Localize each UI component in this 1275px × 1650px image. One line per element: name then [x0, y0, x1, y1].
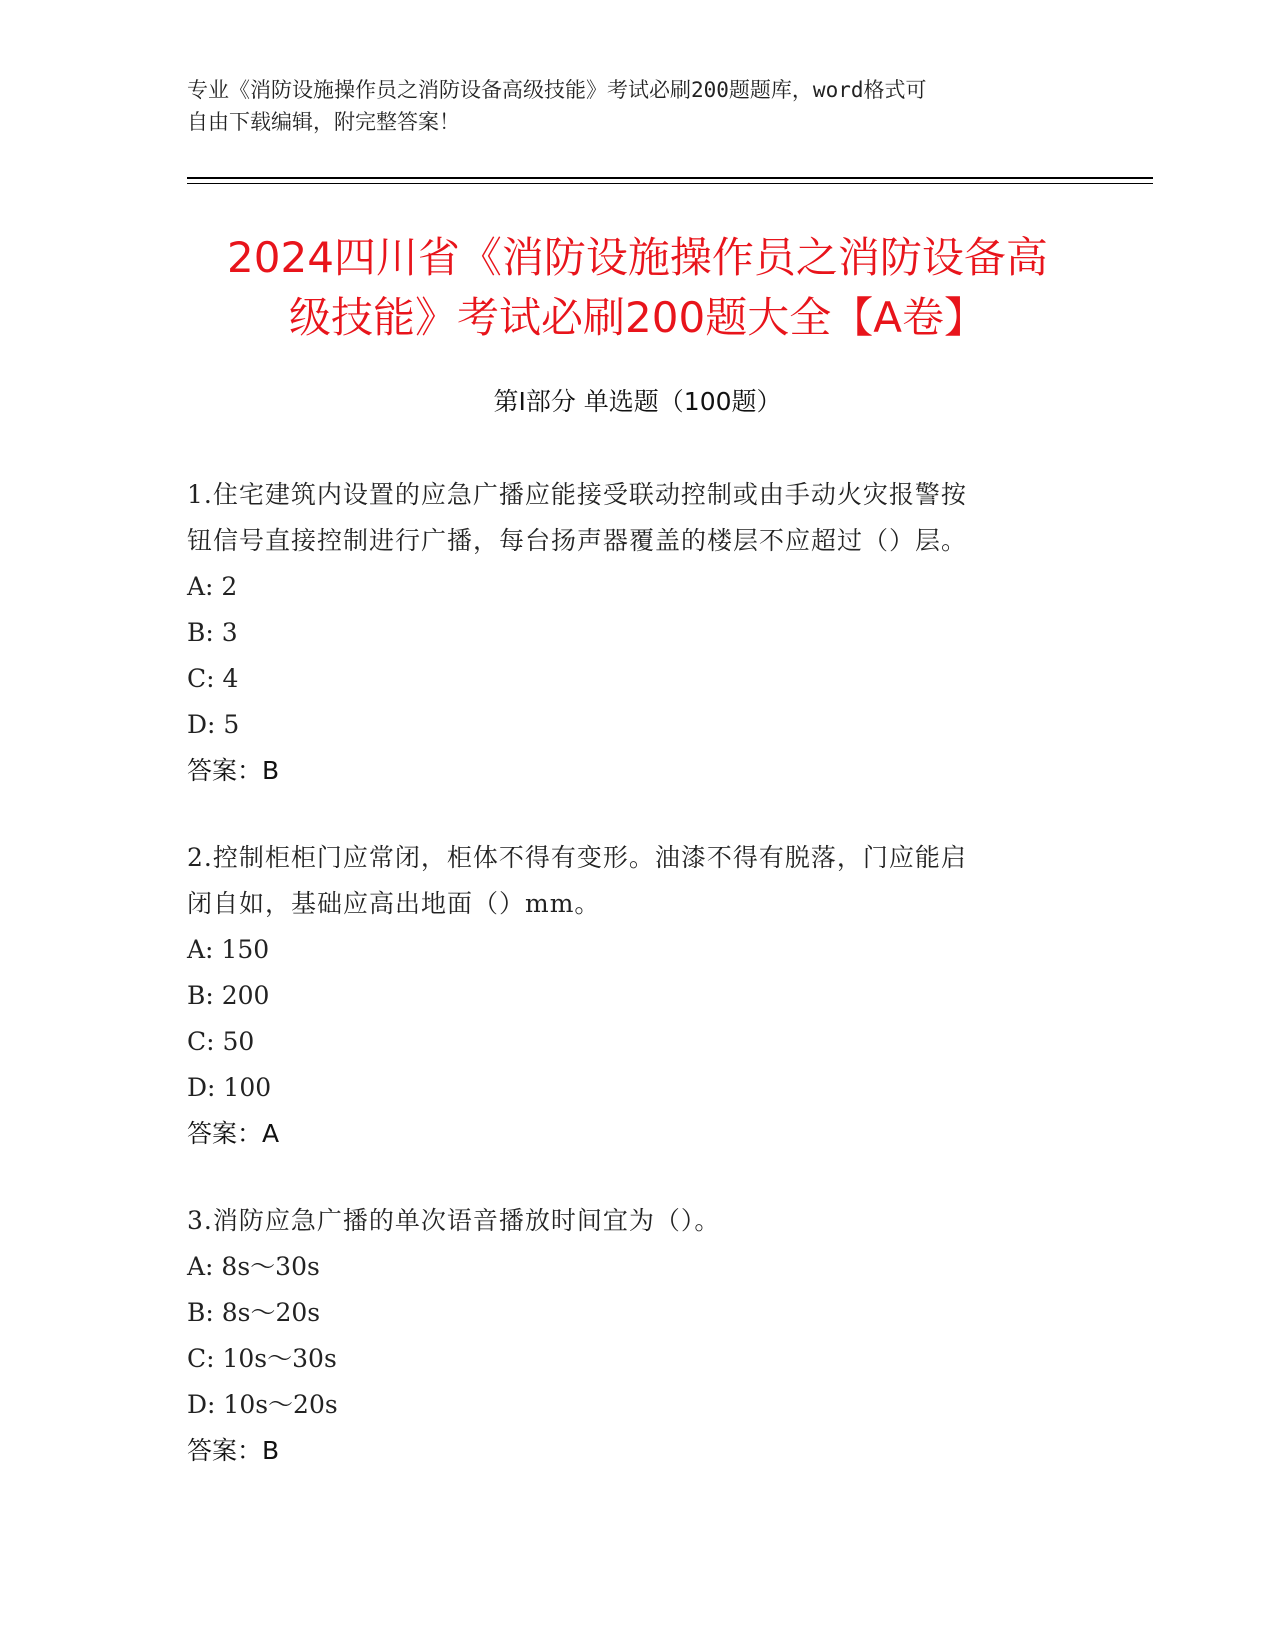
question-3: [187, 1198, 1067, 1474]
option-d: D: 100: [187, 1073, 272, 1102]
question-2: [187, 835, 1067, 1157]
question-stem: 2.控制柜柜门应常闭，柜体不得有变形。油漆不得有脱落，门应能启: [187, 843, 967, 872]
answer-label: 答案：A: [187, 1119, 280, 1148]
header-note-line-1: 专业《消防设施操作员之消防设备高级技能》考试必刷200题题库，word格式可: [187, 78, 927, 102]
option-b: B: 8s～20s: [187, 1298, 321, 1327]
header-divider-thick: [187, 177, 1153, 179]
document-title: [150, 228, 1125, 348]
option-a: A: 8s～30s: [187, 1252, 320, 1281]
answer-label: 答案：B: [187, 756, 280, 785]
question-1: [187, 472, 1067, 794]
option-b: B: 3: [187, 618, 238, 647]
option-c: C: 4: [187, 664, 239, 693]
option-d: D: 10s～20s: [187, 1390, 338, 1419]
document-title-line-2: 级技能》考试必刷200题大全【A卷】: [289, 293, 986, 342]
header-note-line-2: 自由下载编辑，附完整答案！: [187, 110, 460, 134]
section-title: 第Ⅰ部分 单选题（100题）: [493, 387, 782, 416]
option-a: A: 2: [187, 572, 238, 601]
question-stem: 闭自如，基础应高出地面（）mm。: [187, 889, 601, 918]
header-note: [187, 74, 1067, 138]
option-d: D: 5: [187, 710, 240, 739]
answer-label: 答案：B: [187, 1436, 280, 1465]
question-stem: 1.住宅建筑内设置的应急广播应能接受联动控制或由手动火灾报警按: [187, 480, 967, 509]
option-c: C: 50: [187, 1027, 255, 1056]
question-stem: 3.消防应急广播的单次语音播放时间宜为（）。: [187, 1206, 721, 1235]
question-stem: 钮信号直接控制进行广播，每台扬声器覆盖的楼层不应超过（）层。: [187, 526, 968, 555]
option-c: C: 10s～30s: [187, 1344, 337, 1373]
document-title-line-1: 2024四川省《消防设施操作员之消防设备高: [227, 233, 1048, 282]
option-a: A: 150: [187, 935, 270, 964]
option-b: B: 200: [187, 981, 270, 1010]
header-divider-thin: [187, 183, 1153, 184]
